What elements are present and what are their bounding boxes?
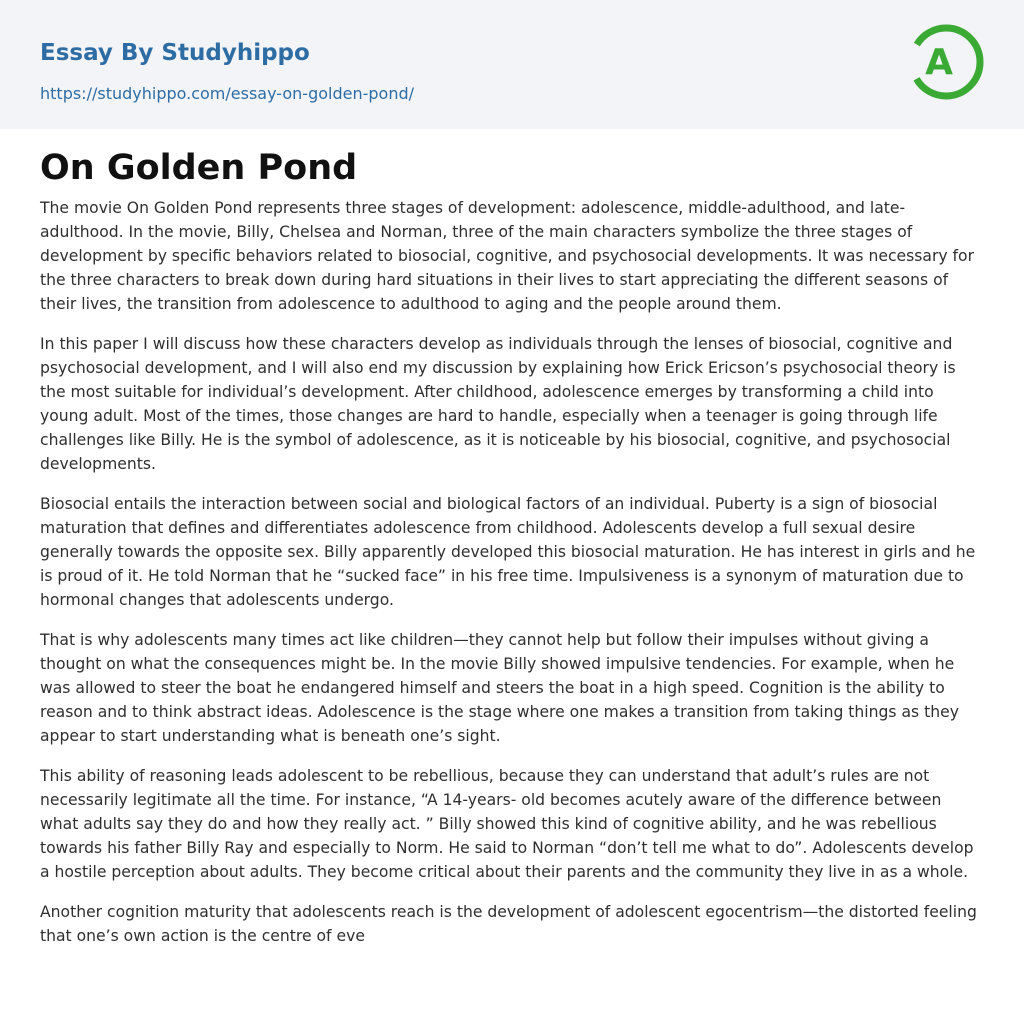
essay-paragraph: The movie On Golden Pond represents three stages of development: adolescence, middle-adulthood, and late-adulthood. In the movie, Billy, Chelsea and Norman, three of the main characters symbolize the three stages of development by specific behaviors related to biosocial, cognitive, and psychosocial developments. It was necessary for the three characters to break down during hard situations in their lives to start appreciating the different seasons of their lives, the transition from adolescence to adulthood to aging and the people around them. — [40, 199, 974, 313]
essay-paragraph: This ability of reasoning leads adolescent to be rebellious, because they can understand that adult’s rules are not necessarily legitimate all the time. For instance, “A 14-years- old becomes acutely aware of the difference between what adults say they do and how they really act. ” Billy showed this kind of cognitive ability, and he was rebellious towards his father Billy Ray and especially to Norm. He said to Norman “don’t tell me what to do”. Adolescents develop a hostile perception about adults. They become critical about their parents and the community they live in as a whole. — [40, 767, 974, 881]
studyhippo-logo-icon[interactable] — [910, 18, 988, 106]
logo-letter: A — [925, 42, 953, 83]
essay-paragraph: Another cognition maturity that adolescents reach is the development of adolescent egocentrism—the distorted feeling that one’s own action is the centre of eve — [40, 903, 977, 945]
essay-paragraph: Biosocial entails the interaction between social and biological factors of an individual. Puberty is a sign of biosocial maturation that defines and differentiates adolescence from childhood. Adolescents develop a full sexual desire generally towards the opposite sex. Billy apparently developed this biosocial maturation. He has interest in girls and he is proud of it. He told Norman that he “sucked face” in his free time. Impulsiveness is a synonym of maturation due to hormonal changes that adolescents undergo. — [40, 495, 976, 609]
essay-paragraph: In this paper I will discuss how these characters develop as individuals through the lenses of biosocial, cognitive and psychosocial development, and I will also end my discussion by explaining how Erick Ericson’s psychosocial theory is the most suitable for individual’s development. After childhood, adolescence emerges by transforming a child into young adult. Most of the times, those changes are hard to handle, especially when a teenager is going through life challenges like Billy. He is the symbol of adolescence, as it is noticeable by his biosocial, cognitive, and psychosocial developments. — [40, 335, 956, 473]
essay-title: On Golden Pond — [40, 148, 358, 188]
brand-title: Essay By Studyhippo — [40, 40, 310, 66]
essay-content — [0, 129, 1024, 948]
site-header — [0, 0, 1024, 129]
essay-url-link[interactable]: https://studyhippo.com/essay-on-golden-pond/ — [40, 84, 414, 103]
essay-paragraph: That is why adolescents many times act like children—they cannot help but follow their impulses without giving a thought on what the consequences might be. In the movie Billy showed impulsive tendencies. For example, when he was allowed to steer the boat he endangered himself and steers the boat in a high speed. Cognition is the ability to reason and to think abstract ideas. Adolescence is the stage where one makes a transition from taking things as they appear to start understanding what is beneath one’s sight. — [40, 631, 959, 745]
